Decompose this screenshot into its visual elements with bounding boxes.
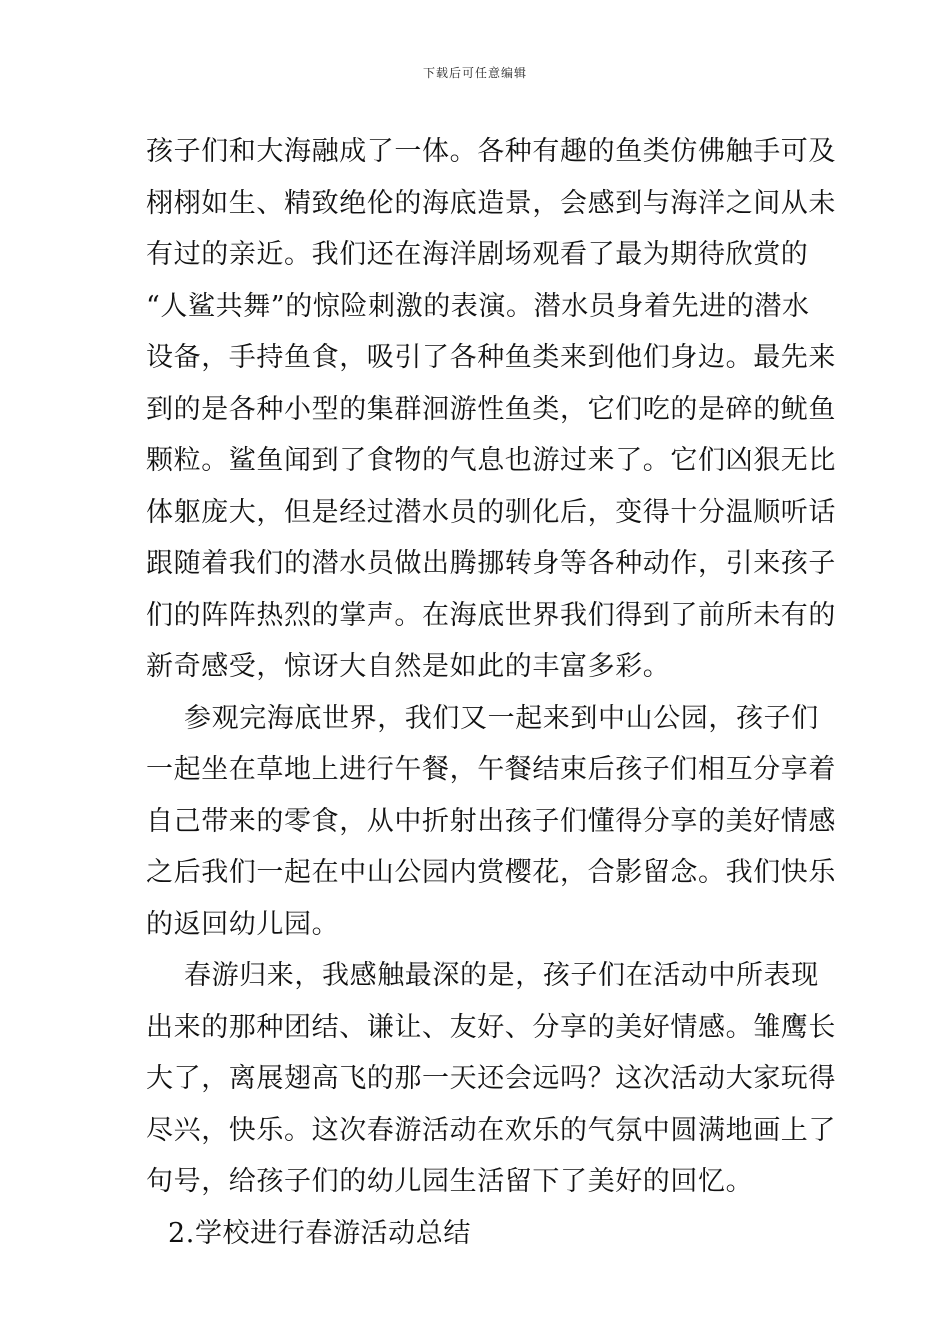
- paragraph-line: 到的是各种小型的集群洄游性鱼类，它们吃的是碎的鱿鱼: [146, 393, 836, 425]
- paragraph-line: “人鲨共舞”的惊险刺激的表演。潜水员身着先进的潜水: [146, 290, 810, 322]
- paragraph-line: 孩子们和大海融成了一体。各种有趣的鱼类仿佛触手可及: [146, 136, 836, 167]
- paragraph-line: 们的阵阵热烈的掌声。在海底世界我们得到了前所未有的: [146, 599, 836, 631]
- paragraph-first-line: 春游归来，我感触最深的是，孩子们在活动中所表现: [184, 960, 819, 991]
- paragraph-line: 有过的亲近。我们还在海洋剧场观看了最为期待欣赏的: [146, 239, 809, 270]
- paragraph-line: 一起坐在草地上进行午餐，午餐结束后孩子们相互分享着: [146, 754, 836, 785]
- paragraph-2: [146, 693, 836, 951]
- paragraph-line: 体躯庞大，但是经过潜水员的驯化后，变得十分温顺听话: [146, 496, 836, 528]
- paragraph-line: 之后我们一起在中山公园内赏樱花，合影留念。我们快乐: [146, 857, 836, 888]
- paragraph-line: 句号，给孩子们的幼儿园生活留下了美好的回忆。: [146, 1166, 754, 1197]
- paragraph-line: 设备，手持鱼食，吸引了各种鱼类来到他们身边。最先来: [146, 342, 836, 373]
- paragraph-1: [146, 126, 836, 693]
- paragraph-first-line: 参观完海底世界，我们又一起来到中山公园，孩子们: [184, 702, 819, 734]
- paragraph-line: 大了，离展翅高飞的那一天还会远吗？这次活动大家玩得: [146, 1063, 836, 1094]
- paragraph-3: [146, 950, 836, 1208]
- paragraph-line: 出来的那种团结、谦让、友好、分享的美好情感。雏鹰长: [146, 1011, 836, 1043]
- section-heading: 2.学校进行春游活动总结: [168, 1217, 471, 1249]
- paragraph-line: 新奇感受，惊讶大自然是如此的丰富多彩。: [146, 651, 671, 682]
- paragraph-line: 跟随着我们的潜水员做出腾挪转身等各种动作，引来孩子: [146, 548, 836, 579]
- paragraph-line: 尽兴，快乐。这次春游活动在欢乐的气氛中圆满地画上了: [146, 1114, 836, 1146]
- paragraph-line: 自己带来的零食，从中折射出孩子们懂得分享的美好情感: [146, 805, 836, 837]
- page-header-note: 下载后可任意编辑: [422, 66, 527, 80]
- document-body: [146, 126, 836, 1259]
- paragraph-line: 的返回幼儿园。: [146, 908, 340, 940]
- paragraph-line: 颗粒。鲨鱼闻到了食物的气息也游过来了。它们凶狠无比: [146, 445, 836, 476]
- paragraph-line: 栩栩如生、精致绝伦的海底造景，会感到与海洋之间从未: [146, 187, 836, 219]
